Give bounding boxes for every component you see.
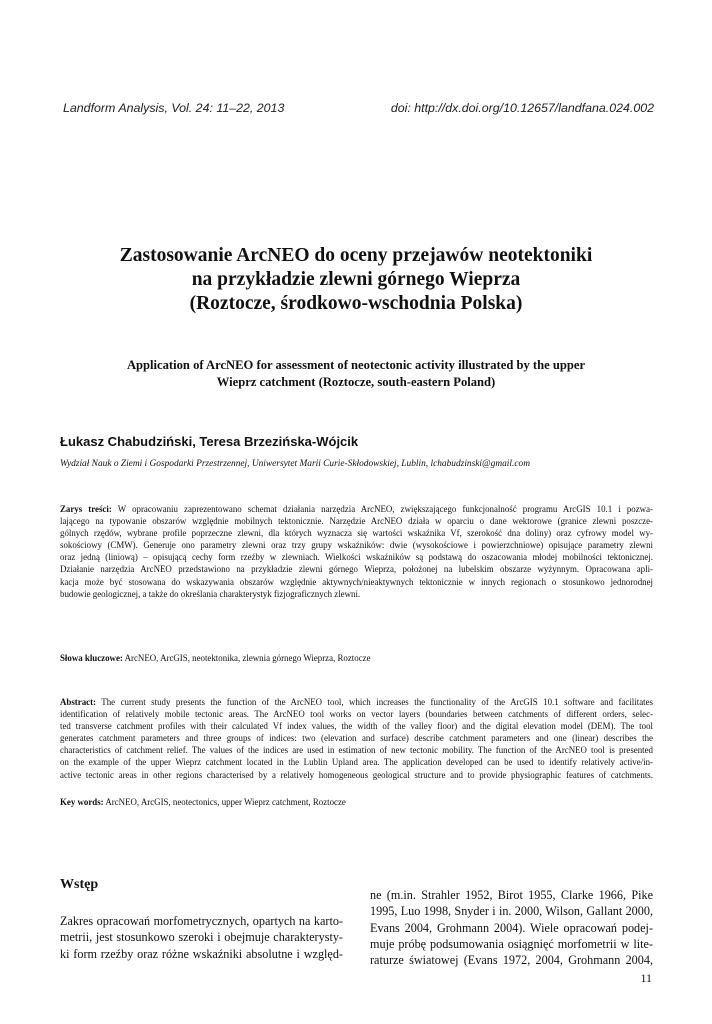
abstract-line: budowie geologicznej, a także do określania charakterystyk fizjograficznych zlewni.: [60, 588, 361, 599]
title-en-line: Wieprz catchment (Roztocze, south-eastern Poland): [216, 375, 496, 389]
abstract-line: active tectonic areas in other regions characterised by a relatively homogeneous geological structure and to provide physiographic features of catchments.: [60, 769, 653, 780]
abstract-label: Zarys treści:: [60, 504, 112, 514]
abstract-polish: [60, 503, 653, 600]
doi-link[interactable]: doi: http://dx.doi.org/10.12657/landfana.024.002: [390, 101, 654, 115]
abstract-line: sokościowy (CMW). Generuje ono parametry zlewni oraz trzy grupy wskaźników: dwie (wysokościowe i powierzchniowe) opisujące parametry zlewni: [60, 540, 653, 551]
body-line: metrii, jest stosunkowo szeroki i obejmuje charakterysty-: [60, 930, 343, 945]
abstract-english: [60, 696, 653, 781]
article-title-english: [80, 357, 632, 391]
body-line: Evans 2004, Grohmann 2004). Wiele opracowań podej-: [370, 920, 653, 935]
keywords-text: ArcNEO, ArcGIS, neotektonika, zlewnia górnego Wieprza, Roztocze: [122, 653, 371, 663]
page-number: 11: [640, 971, 652, 985]
body-line: Zakres opracowań morfometrycznych, opartych na karto-: [60, 914, 343, 928]
title-en-line: Application of ArcNEO for assessment of neotectonic activity illustrated by the upper: [126, 358, 586, 372]
keywords-polish: [60, 653, 371, 663]
abstract-line: on the example of the upper Wieprz catchment located in the Lublin Upland area. The application developed can be used to identify relatively active/in-: [60, 757, 653, 768]
body-line: raturze światowej (Evans 1972, 2004, Grohmann 2004,: [370, 953, 653, 968]
affiliation: Wydział Nauk o Ziemi i Gospodarki Przestrzennej, Uniwersytet Marii Curie-Skłodowskiej, Lublin, lchabudzinski@gmail.com: [60, 459, 530, 469]
abstract-line: lającego na typowanie obszarów względnie mobilnych tektonicznie. Narzędzie ArcNEO działa w oparciu o dane wektorowe (granice zlewni poszcze-: [60, 516, 653, 527]
abstract-line: oraz jedną (liniową) – opisującą cechy form rzeźby w zlewniach. Wielkości wskaźników są podstawą do oszacowania młodej mobilności tektonicznej.: [60, 552, 653, 563]
keywords-text: ArcNEO, ArcGIS, neotectonics, upper Wieprz catchment, Roztocze: [103, 797, 346, 807]
journal-citation: Landform Analysis, Vol. 24: 11–22, 2013: [63, 101, 285, 115]
title-line: (Roztocze, środkowo-wschodnia Polska): [189, 293, 523, 314]
abstract-line: gólnych rzędów, wybrane profile poprzeczne zlewni, dla których wyznacza się wartości wskaźnika Vf, szerokość dna doliny) oraz cyfrowy model wy-: [60, 528, 653, 539]
abstract-line: Abstract: The current study presents the function of the ArcNEO tool, which increases the functionality of the ArcGIS 10.1 software and facilitates: [60, 697, 653, 707]
body-line: ne (m.in. Strahler 1952, Birot 1955, Clarke 1966, Pike: [370, 888, 653, 902]
abstract-line: ted transverse catchment profiles with their calculated Vf index values, the width of the valley floor) and the digital elevation model (DEM). The tool: [60, 721, 653, 732]
body-column-right: [370, 887, 653, 968]
title-line: Zastosowanie ArcNEO do oceny przejawów neotektoniki: [119, 245, 593, 266]
keywords-label: Słowa kluczowe:: [60, 653, 123, 663]
abstract-line: characteristics of catchment relief. The values of the indices are used in estimation of new tectonic mobility. The function of the ArcNEO tool is presented: [60, 745, 653, 756]
abstract-line: generates catchment parameters and three groups of indices: two (elevation and surface) describe catchment parameters and one (linear) describes the: [60, 733, 653, 744]
abstract-line: kacja może być stosowana do wskazywania obszarów względnie aktywnych/nieaktywnych tektonicznie w innych regionach o stosunkowo jednorodnej: [60, 576, 653, 587]
abstract-label: Abstract:: [60, 697, 96, 707]
body-line: 1995, Luo 1998, Snyder i in. 2000, Wilson, Gallant 2000,: [370, 904, 653, 919]
abstract-line: identification of relatively mobile tectonic areas. The ArcNEO tool works on vector layers (boundaries between catchments of different orders, selec-: [60, 709, 653, 720]
keywords-english: [60, 797, 346, 807]
body-column-left: [60, 913, 343, 962]
body-line: ki form rzeźby oraz różne wskaźniki absolutne i względ-: [60, 946, 343, 961]
abstract-line: Zarys treści: W opracowaniu zaprezentowano schemat działania narzędzia ArcNEO, zwiększającego funkcjonalność programu ArcGIS 10.1 i pozwa-: [60, 504, 653, 514]
authors: Łukasz Chabudziński, Teresa Brzezińska-Wójcik: [60, 434, 359, 449]
body-line: muje próbę podsumowania osiągnięć morfometrii w lite-: [370, 936, 653, 951]
section-heading: Wstęp: [60, 877, 99, 892]
article-title-polish: [60, 244, 652, 316]
keywords-label: Key words:: [60, 797, 104, 807]
title-line: na przykładzie zlewni górnego Wieprza: [191, 269, 521, 290]
abstract-line: Działanie narzędzia ArcNEO przedstawiono na przykładzie zlewni górnego Wieprza, położonej na lubelskim obszarze wyżynnym. Opracowana apli-: [60, 564, 653, 575]
